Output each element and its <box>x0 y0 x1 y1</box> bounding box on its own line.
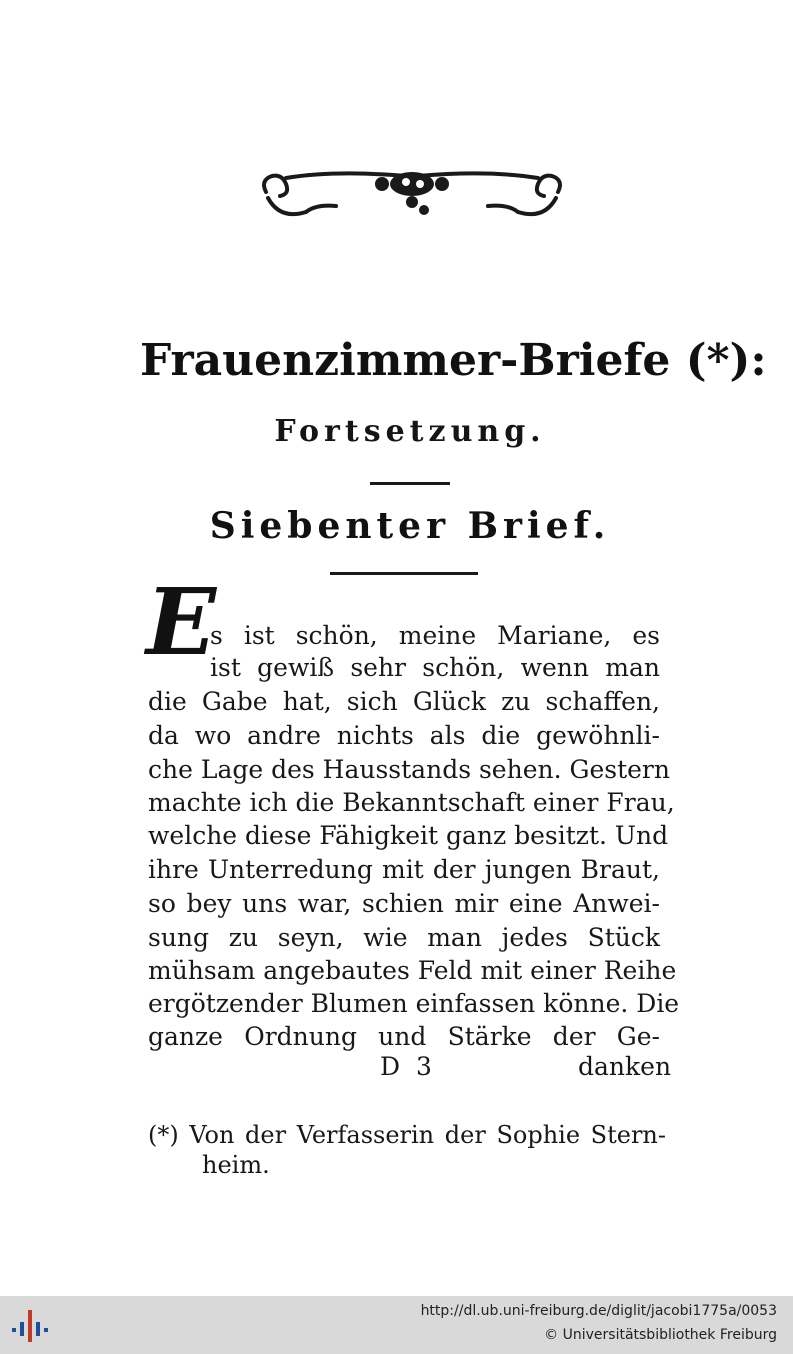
divider-rule <box>370 482 450 485</box>
body-line: ganze Ordnung und Stärke der Ge- <box>148 1022 660 1051</box>
letter-heading: Siebenter Brief. <box>209 505 611 547</box>
page-subtitle: Fortsetzung. <box>274 414 546 449</box>
library-logo-icon <box>10 1306 50 1346</box>
catchword: danken <box>578 1052 672 1081</box>
body-line: ist gewiß sehr schön, wenn man <box>210 653 660 682</box>
viewer-footer <box>0 1296 793 1354</box>
body-line: machte ich die Bekanntschaft einer Frau, <box>148 788 675 817</box>
ornament-vignette-icon <box>256 162 568 224</box>
body-line: ihre Unterredung mit der jungen Braut, <box>148 855 660 884</box>
body-line: so bey uns war, schien mir eine Anwei- <box>148 889 660 918</box>
body-line: ergötzender Blumen einfassen könne. Die <box>148 989 680 1018</box>
signature-mark: D 3 <box>380 1052 436 1081</box>
footnote-continuation: heim. <box>202 1151 270 1179</box>
body-line: s ist schön, meine Mariane, es <box>210 621 660 650</box>
body-line: che Lage des Hausstands sehen. Gestern <box>148 755 670 784</box>
page-title: Frauenzimmer-Briefe (*): <box>140 335 767 386</box>
body-line: sung zu seyn, wie man jedes Stück <box>148 923 660 952</box>
body-line: die Gabe hat, sich Glück zu schaffen, <box>148 687 660 716</box>
footnote: (*) Von der Verfasserin der Sophie Stern- <box>148 1121 666 1149</box>
body-line: welche diese Fähigkeit ganz besitzt. Und <box>148 821 669 850</box>
body-line: mühsam angebautes Feld mit einer Reihe <box>148 956 677 985</box>
copyright-notice: © Universitätsbibliothek Freiburg <box>544 1327 777 1343</box>
drop-cap: E <box>146 568 217 676</box>
permalink-url[interactable]: http://dl.ub.uni-freiburg.de/diglit/jacobi1775a/0053 <box>420 1303 777 1319</box>
divider-rule <box>330 572 478 575</box>
body-line: da wo andre nichts als die gewöhnli- <box>148 721 660 750</box>
